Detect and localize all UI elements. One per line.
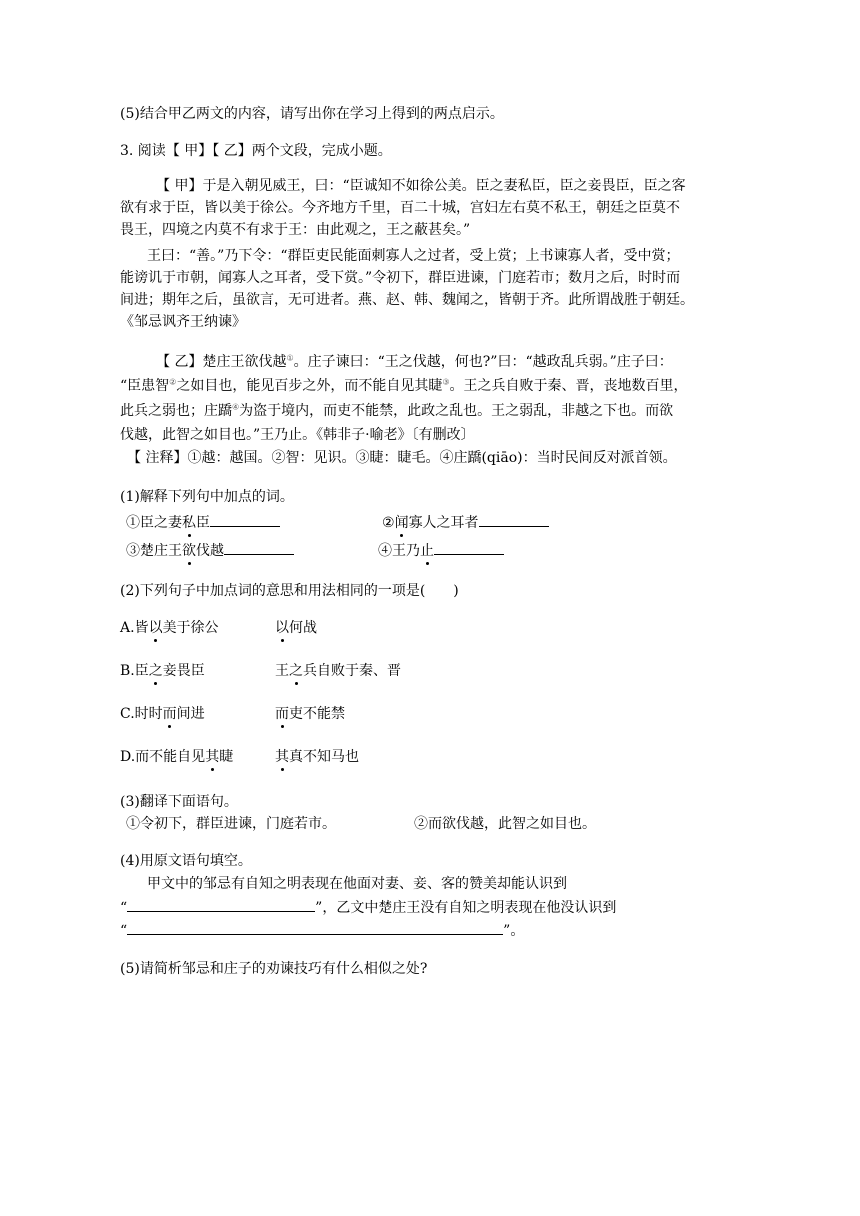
q1-text: 寡人之耳者 — [408, 515, 479, 531]
q4-line — [120, 920, 524, 941]
jia-line: 欲有求于臣，皆以美于徐公。今齐地方千里，百二十城，宫妇左右莫不私王，朝廷之臣莫不 — [120, 200, 680, 216]
jia-line: 王曰：“善。”乃下令：“群臣吏民能面刺寡人之过者，受上赏；上书谏寡人者，受中赏； — [147, 248, 680, 264]
dotted-char: 而 — [162, 706, 177, 722]
dotted-char: 以 — [148, 620, 163, 636]
question-4-stem: (4)用原文语句填空。 — [120, 853, 252, 869]
question-1-stem: (1)解释下列句中加点的词。 — [120, 489, 294, 505]
yi-line — [156, 352, 673, 372]
q2-text: 何战 — [289, 620, 317, 636]
dotted-char: 私 — [182, 515, 196, 531]
q4-text: ”，乙文中楚庄王没有自知之明表现在他没认识到 — [315, 900, 617, 916]
q2-text: A.皆 — [120, 620, 149, 636]
dotted-char: 闻 — [394, 515, 409, 531]
q2-option-b-compare — [275, 661, 401, 681]
dotted-char: 之 — [148, 663, 163, 679]
jia-line: 能谤讥于市朝，闻寡人之耳者，受下赏。”令初下，群臣进谏，门庭若市；数月之后，时时而 — [120, 270, 681, 286]
question-3-stem: (3)翻译下面语句。 — [120, 794, 238, 810]
q2-text: 美于徐公 — [162, 620, 219, 636]
q2-text: B.臣 — [120, 663, 149, 679]
prev-question-5: (5)结合甲乙两文的内容，请写出你在学习上得到的两点启示。 — [120, 106, 504, 122]
yi-notes: 【 注释】①越：越国。②智：见识。③睫：睫毛。④庄蹻(qiāo)：当时民间反对派首领。 — [127, 450, 677, 466]
q1-text: ①臣之妻 — [126, 515, 182, 531]
q2-option-b[interactable] — [120, 661, 205, 681]
jia-source: 《邹忌讽齐王纳谏》 — [120, 314, 246, 330]
q1-item-c — [126, 540, 294, 561]
question-2-stem: (2)下列句子中加点词的意思和用法相同的一项是( ) — [120, 583, 459, 599]
question-3-heading: 3. 阅读【 甲】【 乙】两个文段，完成小题。 — [120, 143, 392, 159]
dotted-char: 其 — [205, 749, 220, 765]
footnote-marker: ③ — [442, 377, 450, 387]
q2-option-c-compare — [275, 704, 345, 724]
q1-text: 臣 — [196, 515, 210, 531]
q2-option-a-compare — [275, 618, 317, 638]
q1-text: ④王乃 — [378, 543, 420, 559]
q2-text: D.而不能自见 — [120, 749, 206, 765]
q4-line: 甲文中的邹忌有自知之明表现在他面对妻、妾、客的赞美却能认识到 — [147, 876, 567, 892]
yi-line: 伐越，此智之如目也。”王乃止。《韩非子·喻老》〔有删改〕 — [120, 427, 475, 443]
answer-blank[interactable] — [224, 540, 294, 555]
q1-item-a — [126, 512, 280, 533]
footnote-marker: ② — [169, 377, 177, 387]
q3-item-b: ②而欲伐越，此智之如目也。 — [414, 816, 596, 832]
q2-text: 睫 — [219, 749, 234, 765]
answer-blank[interactable] — [479, 512, 549, 527]
quote-mark: ”。 — [503, 923, 525, 939]
dotted-char: 欲 — [182, 543, 196, 559]
dotted-char: 以 — [275, 620, 289, 636]
answer-blank[interactable] — [127, 897, 315, 912]
answer-blank[interactable] — [210, 512, 280, 527]
jia-line: 【 甲】于是入朝见威王，曰：“臣诚知不如徐公美。臣之妻私臣，臣之妾畏臣，臣之客 — [156, 178, 686, 194]
jia-line: 间进；期年之后，虽欲言，无可进者。燕、赵、韩、魏闻之，皆朝于齐。此所谓战胜于朝廷。 — [120, 292, 694, 308]
yi-text: 之如目也，能见百步之外，而不能自见其睫 — [176, 378, 443, 394]
q2-option-c[interactable] — [120, 704, 205, 724]
q2-text: 间进 — [176, 706, 205, 722]
yi-text: 此兵之弱也；庄蹻 — [120, 403, 232, 419]
quote-mark: “ — [120, 923, 128, 939]
q2-text: C.时时 — [120, 706, 163, 722]
q1-text: 伐越 — [196, 543, 224, 559]
q1-text: ② — [382, 515, 395, 531]
q2-option-a[interactable] — [120, 618, 219, 638]
q4-line — [120, 897, 616, 918]
q2-option-d[interactable] — [120, 747, 233, 767]
q1-item-d — [378, 540, 504, 561]
dotted-char: 其 — [275, 749, 289, 765]
footnote-marker: ④ — [232, 402, 240, 412]
dotted-char: 之 — [289, 663, 303, 679]
footnote-marker: ① — [286, 353, 294, 363]
dotted-char: 而 — [275, 706, 289, 722]
yi-line — [120, 376, 688, 396]
q2-text: 吏不能禁 — [289, 706, 345, 722]
answer-blank[interactable] — [127, 920, 503, 935]
quote-mark: “ — [120, 900, 128, 916]
yi-text: 【 乙】楚庄王欲伐越 — [156, 354, 287, 370]
q2-text: 兵自败于秦、晋 — [303, 663, 401, 679]
q2-text: 王 — [275, 663, 289, 679]
question-5-stem: (5)请简析邹忌和庄子的劝谏技巧有什么相似之处? — [120, 961, 428, 977]
yi-text: 为盗于境内，而吏不能禁，此政之乱也。王之弱乱，非越之下也。而欲 — [239, 403, 674, 419]
q2-text: 真不知马也 — [289, 749, 359, 765]
dotted-char: 止 — [420, 543, 434, 559]
jia-line: 畏王，四境之内莫不有求于王：由此观之，王之蔽甚矣。” — [120, 222, 471, 238]
yi-line — [120, 401, 673, 421]
yi-text: “臣患智 — [120, 378, 170, 394]
q1-text: ③楚庄王 — [126, 543, 182, 559]
answer-blank[interactable] — [434, 540, 504, 555]
yi-text: 。庄子谏曰：“王之伐越，何也?”曰：“越政乱兵弱。”庄子曰： — [293, 354, 673, 370]
q1-item-b — [382, 512, 549, 533]
q3-item-a: ①令初下，群臣进谏，门庭若市。 — [126, 816, 336, 832]
yi-text: 。王之兵自败于秦、晋，丧地数百里， — [449, 378, 688, 394]
q2-text: 妾畏臣 — [162, 663, 205, 679]
q2-option-d-compare — [275, 747, 359, 767]
